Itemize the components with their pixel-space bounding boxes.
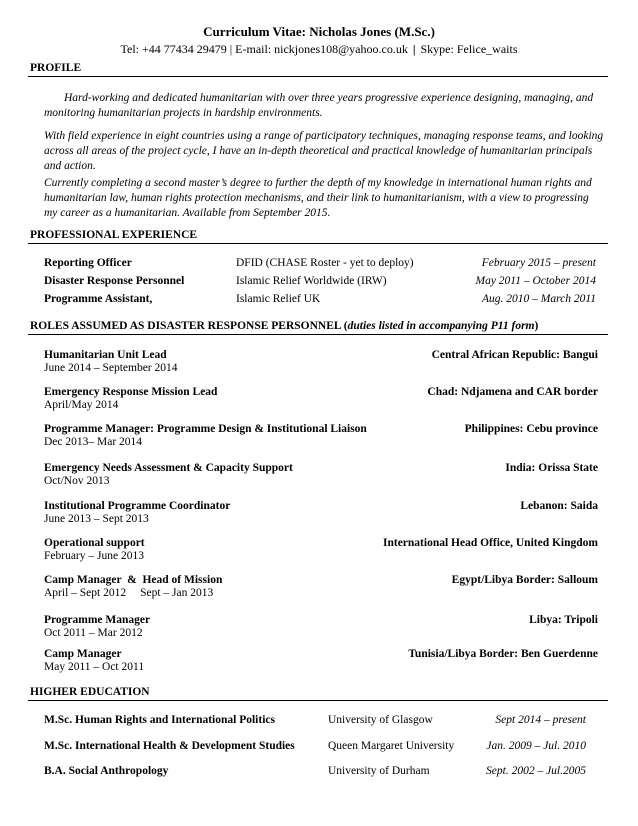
role-location: Chad: Ndjamena and CAR border — [427, 386, 598, 398]
experience-divider — [28, 243, 608, 244]
role-location: Lebanon: Saida — [520, 500, 598, 512]
role-title: Camp Manager — [44, 648, 122, 660]
experience-title: Disaster Response Personnel — [44, 275, 185, 287]
role-item — [44, 537, 598, 563]
education-degree: M.Sc. International Health & Development Studies — [44, 740, 295, 752]
role-title: Emergency Response Mission Lead — [44, 386, 218, 398]
role-date: May 2011 – Oct 2011 — [44, 661, 145, 673]
role-location: International Head Office, United Kingdom — [383, 537, 598, 549]
role-item — [44, 349, 598, 375]
cv-title: Curriculum Vitae: Nicholas Jones (M.Sc.) — [203, 24, 435, 39]
experience-title: Reporting Officer — [44, 257, 132, 269]
education-institution: University of Durham — [328, 765, 430, 777]
role-location: Egypt/Libya Border: Salloum — [451, 574, 598, 586]
role-date: February – June 2013 — [44, 550, 144, 562]
role-date: Oct 2011 – Mar 2012 — [44, 627, 143, 639]
role-date: Dec 2013– Mar 2014 — [44, 436, 143, 448]
roles-divider — [28, 334, 608, 335]
contact-line — [0, 42, 638, 57]
education-institution: Queen Margaret University — [328, 740, 455, 752]
role-title: Programme Manager: Programme Design & Institutional Liaison — [44, 423, 367, 435]
role-date: April/May 2014 — [44, 399, 119, 411]
education-row — [44, 765, 586, 781]
experience-date: Aug. 2010 – March 2011 — [481, 293, 596, 305]
experience-row — [44, 257, 596, 273]
contact-tel-email: Tel: +44 77434 29479 | E-mail: nickjones108@yahoo.co.uk — [120, 42, 408, 56]
role-date: June 2014 – September 2014 — [44, 362, 178, 374]
role-item — [44, 386, 598, 412]
role-date-second: Sept – Jan 2013 — [140, 587, 214, 599]
contact-skype: Skype: Felice_waits — [420, 42, 518, 56]
experience-heading: PROFESSIONAL EXPERIENCE — [30, 229, 198, 241]
education-date: Sept. 2002 – Jul.2005 — [486, 765, 586, 777]
role-title: Camp Manager & Head of Mission — [44, 574, 223, 586]
roles-heading-main: ROLES ASSUMED AS DISASTER RESPONSE PERSONNEL ( — [30, 320, 348, 332]
education-date: Jan. 2009 – Jul. 2010 — [486, 740, 586, 752]
role-date — [44, 587, 598, 600]
education-degree: B.A. Social Anthropology — [44, 765, 169, 777]
experience-date: May 2011 – October 2014 — [475, 275, 596, 287]
role-item — [44, 614, 598, 640]
profile-paragraph-1: Hard-working and dedicated humanitarian with over three years progressive experience designing, managing, and monitoring humanitarian projects in hardship environments. — [44, 92, 594, 119]
role-location: Central African Republic: Bangui — [431, 349, 598, 361]
profile-divider — [28, 76, 608, 77]
role-item — [44, 423, 598, 449]
experience-row — [44, 293, 596, 309]
roles-heading — [30, 320, 538, 332]
experience-org: Islamic Relief UK — [236, 293, 321, 305]
profile-heading: PROFILE — [30, 62, 82, 74]
role-item — [44, 574, 598, 600]
education-degree: M.Sc. Human Rights and International Politics — [44, 714, 275, 726]
role-date: Oct/Nov 2013 — [44, 475, 110, 487]
roles-heading-close: ) — [534, 320, 539, 332]
experience-date: February 2015 – present — [481, 257, 596, 269]
contact-separator: | — [412, 42, 416, 56]
education-divider — [28, 700, 608, 701]
role-item — [44, 500, 598, 526]
experience-row — [44, 275, 596, 291]
role-location: Tunisia/Libya Border: Ben Guerdenne — [408, 648, 598, 660]
role-location: Philippines: Cebu province — [464, 423, 598, 435]
profile-paragraph-2: With field experience in eight countries using a range of participatory techniques, managing response teams, and looking across all areas of the project cycle, I have an in-depth theoretical and practical knowledge of humanitarian principals and action. — [44, 130, 604, 172]
role-item — [44, 648, 598, 674]
education-heading: HIGHER EDUCATION — [30, 686, 150, 698]
role-date-first: April – Sept 2012 — [44, 587, 127, 599]
profile-paragraph-3: Currently completing a second master’s degree to further the depth of my knowledge in international human rights and humanitarian law, human rights protection mechanisms, and their link to humanitarianism, with a view to progressing my career as a humanitarian. Available from September 2015. — [44, 177, 592, 219]
education-date: Sept 2014 – present — [495, 714, 586, 726]
education-row — [44, 740, 586, 756]
role-item — [44, 462, 598, 488]
role-title: Emergency Needs Assessment & Capacity Support — [44, 462, 293, 474]
role-title: Humanitarian Unit Lead — [44, 349, 167, 361]
role-title: Institutional Programme Coordinator — [44, 500, 231, 512]
roles-heading-note: duties listed in accompanying P11 form — [347, 320, 535, 332]
experience-org: DFID (CHASE Roster - yet to deploy) — [236, 257, 414, 269]
role-location: India: Orissa State — [505, 462, 598, 474]
education-row — [44, 714, 586, 730]
role-title: Programme Manager — [44, 614, 151, 626]
role-date: June 2013 – Sept 2013 — [44, 513, 149, 525]
experience-org: Islamic Relief Worldwide (IRW) — [236, 275, 387, 287]
education-institution: University of Glasgow — [328, 714, 433, 726]
role-location: Libya: Tripoli — [529, 614, 598, 626]
role-title: Operational support — [44, 537, 145, 549]
experience-title: Programme Assistant, — [44, 293, 153, 305]
